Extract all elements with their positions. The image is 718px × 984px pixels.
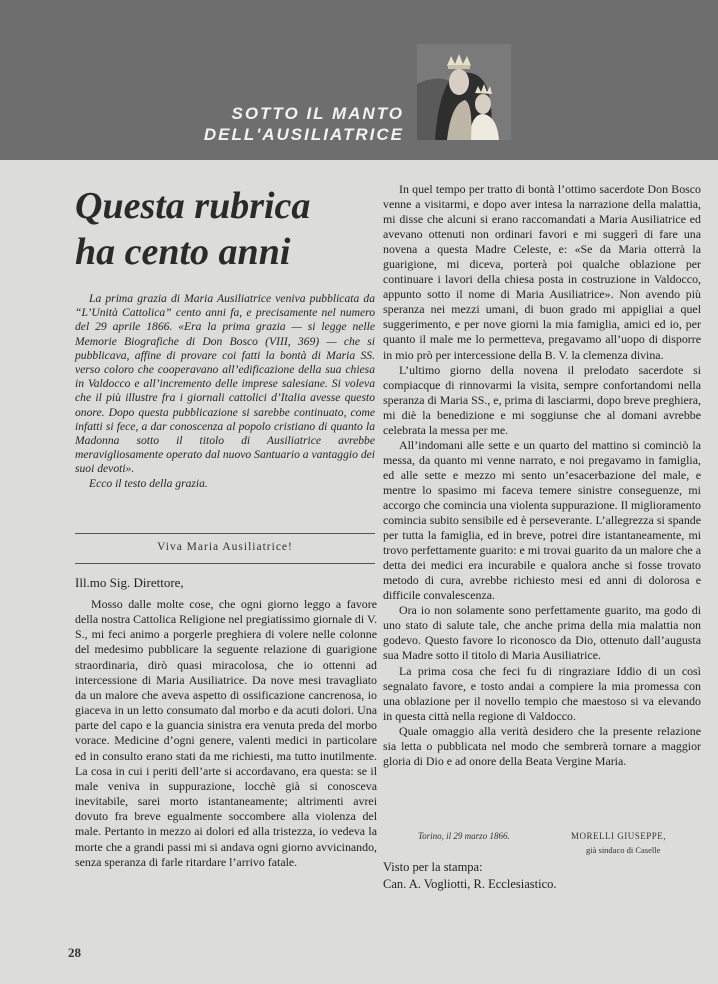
article-intro bbox=[75, 292, 375, 491]
section-title bbox=[204, 103, 404, 145]
section-title-line1: SOTTO IL MANTO bbox=[231, 104, 404, 123]
divider-top bbox=[75, 533, 375, 534]
madonna-illustration bbox=[417, 44, 511, 140]
headline-line2: ha cento anni bbox=[75, 231, 291, 273]
letter-paragraph: Ora io non solamente sono perfettamente guarito, ma godo di uno stato di salute tale, che anche prima della mia malattia non godevo. Questo favore lo riconosco da Dio, ottenuto dall’augusta sua Madre sotto il titolo di Maria Ausiliatrice. bbox=[383, 603, 701, 663]
divider-bottom bbox=[75, 563, 375, 564]
signoff-place-date: Torino, il 29 marzo 1866. bbox=[418, 831, 510, 841]
letter-right-column bbox=[383, 182, 701, 769]
signoff-role: già sindaco di Caselle bbox=[586, 845, 661, 855]
section-title-line2: DELL'AUSILIATRICE bbox=[203, 125, 404, 144]
letter-paragraph: Mosso dalle molte cose, che ogni giorno leggo a favore della nostra Cattolica Religione nel pregiatissimo giornale di V. S., mi feci animo a porgerle preghiera di volere nelle colonne del medesimo pubblicare la seguente relazione di guarigione straordinaria, dirò quasi miracolosa, che io ottenni ad intercessione di Maria Ausiliatrice. Da nove mesi travagliato da un malore che aveva aspetto di ossificazione cancrenosa, io giaceva in un letto consumato dal morbo e da acuti dolori. Una parte del capo e la guancia sinistra era venuta preda del morbo vorace. Medicine d’ogni genere, valenti medici in particolare ed in consulto erano stati da me richiesti, ma tutto inutilmente. La cosa in cui i periti dell’arte si accordavano, era questa: se il male veniva in suppurazione, locchè già si conosceva inevitabile, sarei morto istantaneamente; altrimenti avrei dovuto fra breve egualmente soccombere alla violenza del male. Pertanto in mezzo ai dolori ed alla tristezza, io vedeva la morte che a grandi passi mi si andava ogni giorno avvicinando, senza speranza di farle ritardare l’arrivo fatale. bbox=[75, 597, 377, 869]
intro-paragraph: La prima grazia di Maria Ausiliatrice veniva pubblicata da “L’Unità Cattolica” cento anni fa, e precisamente nel numero del 29 aprile 1866. «Era la prima grazia — si legge nelle Memorie Biografiche di Don Bosco (VIII, 369) — che si pubblicava, affine di provare coi fatti la bontà di Maria SS. verso coloro che cooperavano all’edificazione della sua chiesa in Valdocco e all’incremento delle imprese salesiane. Si voleva che il più illustre fra i giornali cattolici d’Italia avesse questo onore. Dopo questa pubblicazione si sarebbe continuato, come infatti si fece, a dar conoscenza al popolo cristiano di quanto la Madonna sotto il titolo di Ausiliatrice avrebbe meravigliosamente operato dal nuovo Santuario a vantaggio dei suoi devoti». bbox=[75, 292, 375, 476]
madonna-image bbox=[417, 44, 511, 140]
letter-left-column bbox=[75, 597, 377, 870]
letter-salutation: Ill.mo Sig. Direttore, bbox=[75, 575, 184, 590]
article-headline bbox=[75, 183, 375, 275]
signoff-name: MORELLI GIUSEPPE, bbox=[571, 831, 667, 841]
headline-line1: Questa rubrica bbox=[75, 185, 311, 227]
letter-paragraph: L’ultimo giorno della novena il prelodato sacerdote si compiacque di rinnovarmi la visita, sempre confortandomi nella speranza di Maria SS., e, prima di lasciarmi, dopo breve preghiera, mi diè la benedizione e mi soggiunse che al domani avrebbe celebrata la messa per me. bbox=[383, 362, 701, 437]
sub-heading: Viva Maria Ausiliatrice! bbox=[157, 541, 293, 553]
letter-paragraph: In quel tempo per tratto di bontà l’ottimo sacerdote Don Bosco venne a visitarmi, e dopo aver intesa la narrazione della malattia, mi disse che alcuni si erano raccomandati a Maria Ausiliatrice ed avevano ottenuti non ordinari favori e mi suggerì di fare una novena a questa Madre Celeste, e: «Se da Maria otterrà la guarigione, mi diceva, porterà poi qualche oblazione per continuare i lavori della chiesa posta in costruzione in Valdocco, appunto sotto il nome di Maria Ausiliatrice». Non avendo più speranza nei mezzi umani, di buon grado mi appigliai a quel suggerimento, e per nove giorni la mia famiglia, amici ed io, per quanto il male me lo permetteva, pregavamo all’uopo di disporre in mio prò per intercessione della B. V. la clemenza divina. bbox=[383, 182, 701, 362]
approval-line1: Visto per la stampa: bbox=[383, 860, 483, 874]
approval-note bbox=[383, 859, 701, 893]
letter-paragraph: All’indomani alle sette e un quarto del mattino si cominciò la messa, da quanto mi venne narrato, e noi pregavamo in famiglia, ed alle sette e mezzo mi sento un’esacerbazione del male, e mentre lo spasimo mi faceva temere sinistre conseguenze, mi accorgo che comincia una violenta suppurazione. Il miglioramento comincia subito sensibile ed è perseverante. L’allegrezza si spande per tutta la famiglia, ed in breve, potrei dire istantaneamente, mi trovo perfettamente guarito: e mi trovai guarito da un malore che a detta dei medici era incurabile e qualora anche si fosse trovato metodo di cura, avrebbe richiesto mesi ed anni di dolorosa e difficile convalescenza. bbox=[383, 437, 701, 603]
intro-paragraph-2: Ecco il testo della grazia. bbox=[89, 476, 208, 490]
letter-paragraph: Quale omaggio alla verità desidero che la presente relazione sia letta o pubblicata nel modo che sembrerà tornare a maggior gloria di Dio e ad onore della Beata Vergine Maria. bbox=[383, 723, 701, 768]
letter-paragraph: La prima cosa che feci fu di ringraziare Iddio di un così segnalato favore, e tosto andai a compiere la mia promessa con una oblazione per il novello tempio che maestoso si va elevando in questa città nella regione di Valdocco. bbox=[383, 663, 701, 723]
page-number: 28 bbox=[68, 945, 81, 960]
approval-line2: Can. A. Vogliotti, R. Ecclesiastico. bbox=[383, 877, 557, 891]
